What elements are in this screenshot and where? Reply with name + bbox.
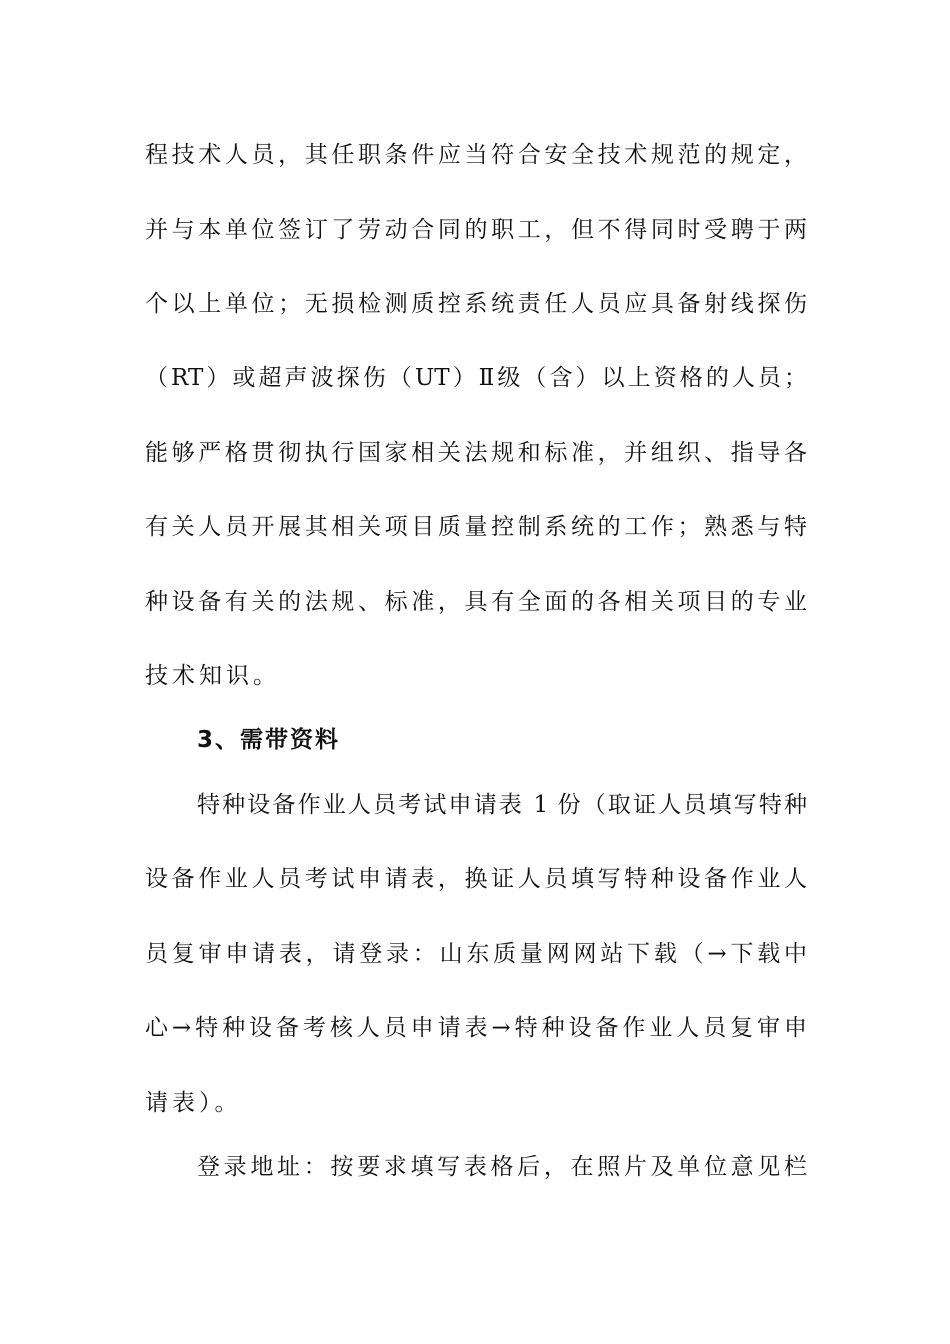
paragraph-line: 个以上单位；无损检测质控系统责任人员应具备射线探伤 — [145, 291, 807, 317]
paragraph-line: 程技术人员，其任职条件应当符合安全技术规范的规定， — [145, 142, 807, 168]
paragraph-line: 心→特种设备考核人员申请表→特种设备作业人员复审申 — [145, 1015, 807, 1041]
paragraph-line: （RT）或超声波探伤（UT）Ⅱ级（含）以上资格的人员； — [145, 365, 807, 391]
section-heading: 3、需带资料 — [197, 727, 341, 753]
paragraph-line: 并与本单位签订了劳动合同的职工，但不得同时受聘于两 — [145, 217, 807, 243]
paragraph-line: 请表）。 — [145, 1090, 242, 1116]
paragraph-line: 登录地址：按要求填写表格后，在照片及单位意见栏 — [197, 1154, 807, 1180]
paragraph-line: 员复审申请表，请登录：山东质量网网站下载（→下载中 — [145, 941, 807, 967]
paragraph-line: 技术知识。 — [145, 663, 280, 689]
paragraph-line: 种设备有关的法规、标准，具有全面的各相关项目的专业 — [145, 589, 807, 615]
paragraph-line: 有关人员开展其相关项目质量控制系统的工作；熟悉与特 — [145, 514, 807, 540]
paragraph-line: 特种设备作业人员考试申请表 1 份（取证人员填写特种 — [197, 792, 807, 818]
paragraph-line: 能够严格贯彻执行国家相关法规和标准，并组织、指导各 — [145, 440, 807, 466]
paragraph-line: 设备作业人员考试申请表，换证人员填写特种设备作业人 — [145, 866, 807, 892]
